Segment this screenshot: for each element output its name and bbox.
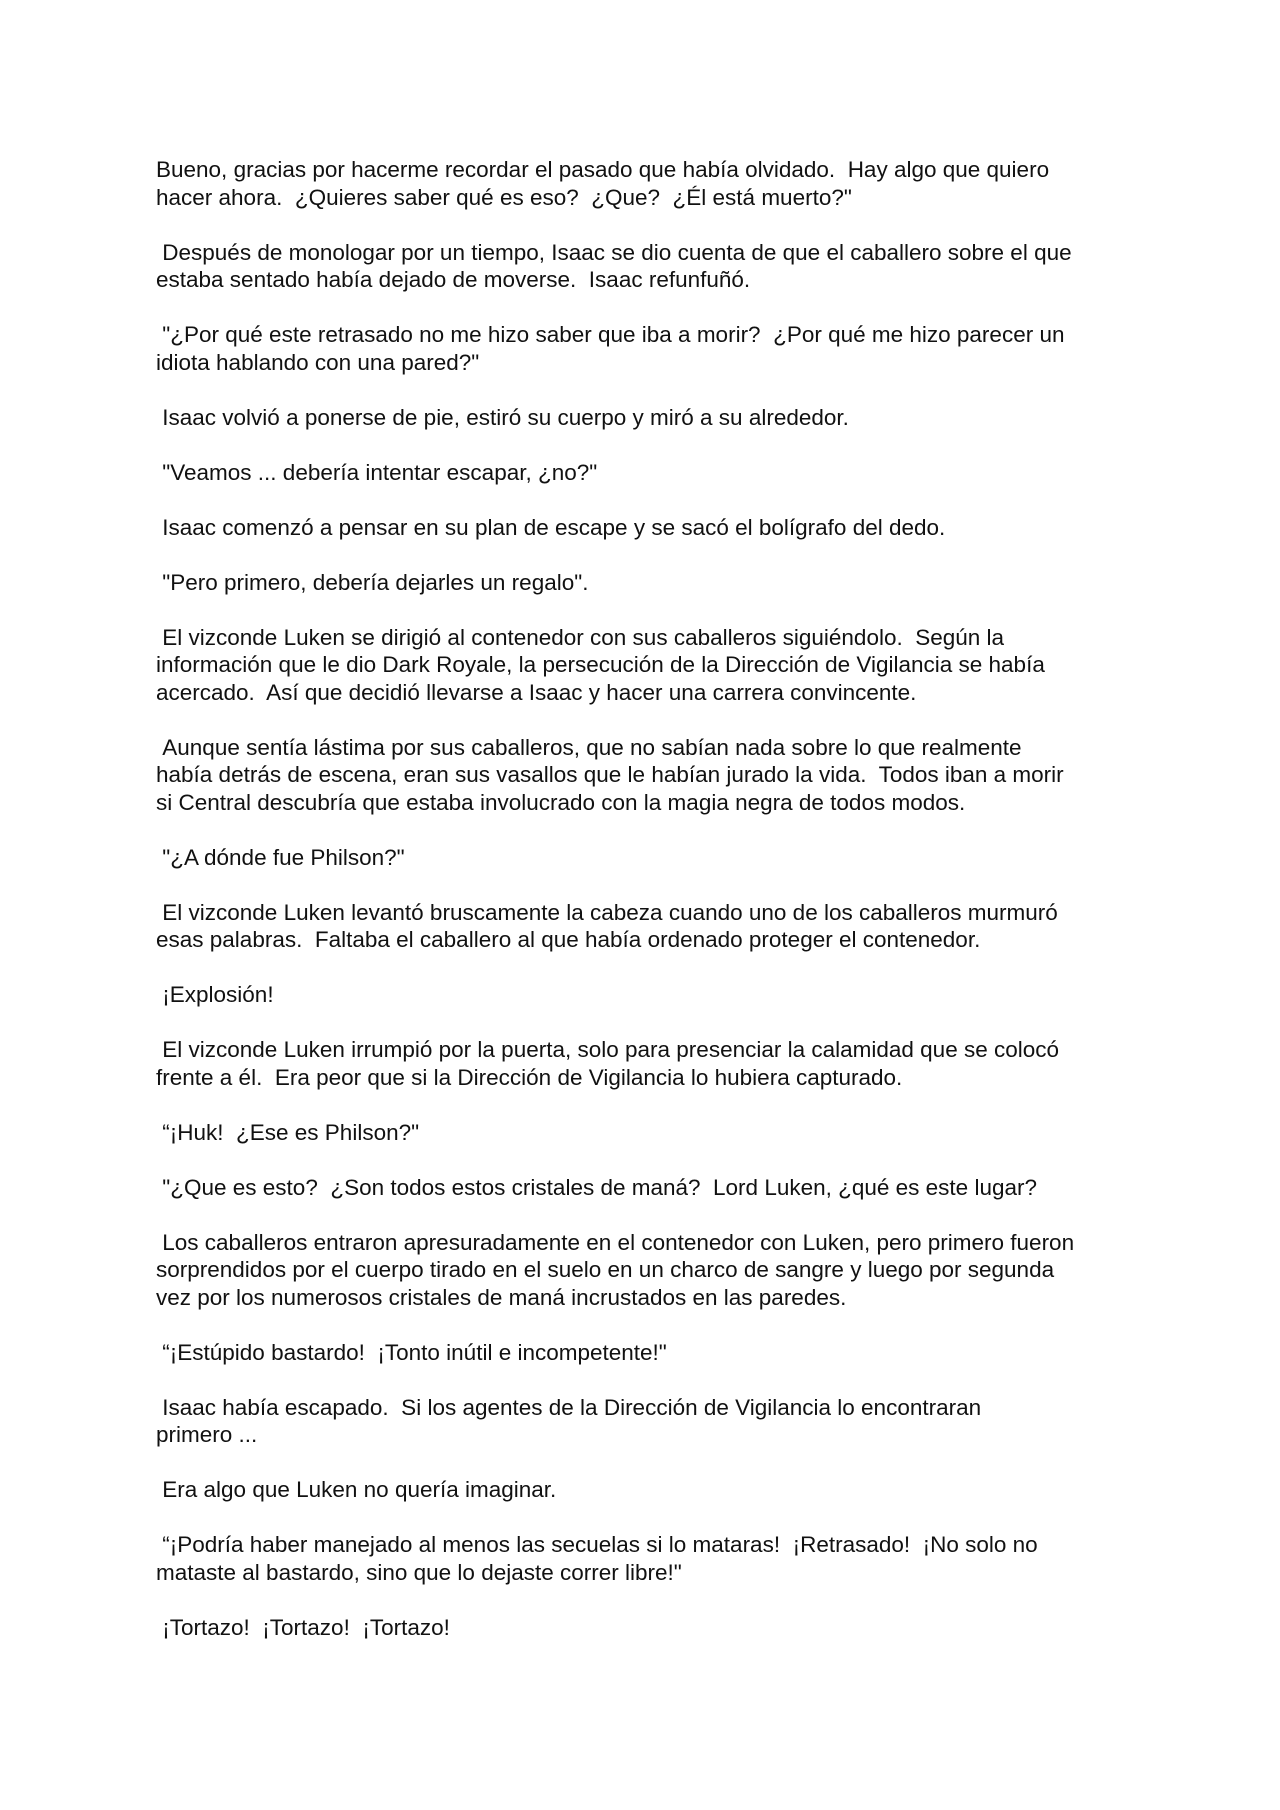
paragraph: "Pero primero, debería dejarles un regalo". — [156, 569, 589, 595]
paragraph: Después de monologar por un tiempo, Isaac se dio cuenta de que el caballero sobre el que estaba sentado había dejado de moverse. Isaac refunfuñó. — [156, 239, 1072, 292]
paragraph: ¡Tortazo! ¡Tortazo! ¡Tortazo! — [156, 1614, 450, 1640]
paragraph: Aunque sentía lástima por sus caballeros, que no sabían nada sobre lo que realmente había detrás de escena, eran sus vasallos que le habían jurado la vida. Todos iban a morir si Central descubría que estaba involucrado con la magia negra de todos modos. — [156, 734, 1064, 815]
paragraph: Isaac había escapado. Si los agentes de la Dirección de Vigilancia lo encontraran primero ... — [156, 1394, 982, 1447]
paragraph: “¡Estúpido bastardo! ¡Tonto inútil e incompetente!" — [156, 1339, 667, 1365]
paragraph: “¡Huk! ¿Ese es Philson?" — [156, 1119, 420, 1145]
paragraph: "¿Por qué este retrasado no me hizo saber que iba a morir? ¿Por qué me hizo parecer un idiota hablando con una pared?" — [156, 322, 1065, 375]
paragraph: ¡Explosión! — [156, 982, 274, 1007]
paragraph: Era algo que Luken no quería imaginar. — [156, 1477, 557, 1502]
paragraph: El vizconde Luken se dirigió al contenedor con sus caballeros siguiéndolo. Según la información que le dio Dark Royale, la persecución de la Dirección de Vigilancia se había acercado. Así que decidió llevarse a Isaac y hacer una carrera convincente. — [156, 624, 1045, 705]
paragraph: Isaac volvió a ponerse de pie, estiró su cuerpo y miró a su alrededor. — [156, 404, 849, 430]
paragraph: El vizconde Luken levantó bruscamente la cabeza cuando uno de los caballeros murmuró esas palabras. Faltaba el caballero al que había ordenado proteger el contenedor. — [156, 899, 1058, 952]
paragraph: "¿A dónde fue Philson?" — [156, 844, 405, 870]
paragraph: Los caballeros entraron apresuradamente en el contenedor con Luken, pero primero fueron sorprendidos por el cuerpo tirado en el suelo en un charco de sangre y luego por segunda vez por los numerosos cristales de maná incrustados en las paredes. — [156, 1229, 1075, 1310]
paragraph: "¿Que es esto? ¿Son todos estos cristales de maná? Lord Luken, ¿qué es este lugar? — [156, 1174, 1037, 1200]
document-page — [156, 156, 1146, 1669]
paragraph: Bueno, gracias por hacerme recordar el pasado que había olvidado. Hay algo que quiero hacer ahora. ¿Quieres saber qué es eso? ¿Que? ¿Él está muerto?" — [156, 157, 1050, 210]
paragraph: “¡Podría haber manejado al menos las secuelas si lo mataras! ¡Retrasado! ¡No solo no mataste al bastardo, sino que lo dejaste correr libre!" — [156, 1532, 1038, 1585]
paragraph: "Veamos ... debería intentar escapar, ¿no?" — [156, 459, 598, 485]
paragraph: Isaac comenzó a pensar en su plan de escape y se sacó el bolígrafo del dedo. — [156, 514, 946, 540]
paragraph: El vizconde Luken irrumpió por la puerta, solo para presenciar la calamidad que se colocó frente a él. Era peor que si la Dirección de Vigilancia lo hubiera capturado. — [156, 1037, 1060, 1090]
